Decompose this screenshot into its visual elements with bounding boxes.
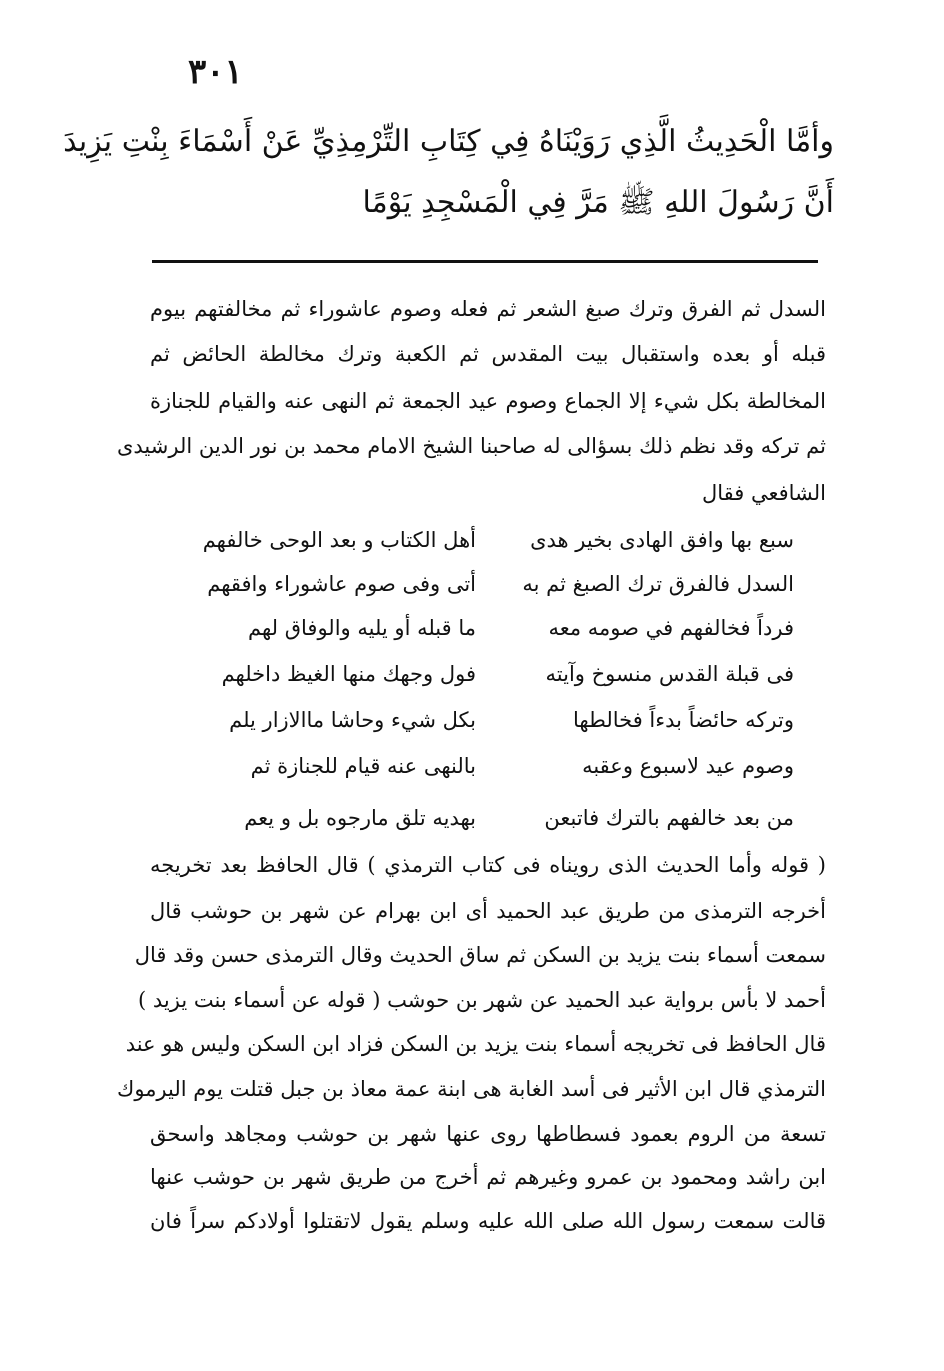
verse-first-hemistich: فى قبلة القدس منسوخ وآيته [545,662,794,686]
separator-rule [152,260,818,263]
verse-second-hemistich: فول وجهك منها الغيظ داخلهم [221,662,476,686]
page-number: ٣٠١ [188,52,243,92]
poem-verse [194,616,794,652]
commentary-line: قال الحافظ فى تخريجه أسماء بنت يزيد بن السكن فزاد ابن السكن وليس هو عند [125,1032,826,1056]
verse-second-hemistich: أهل الكتاب و بعد الوحى خالفهم [202,528,476,552]
commentary-line: تسعة من الروم بعمود فسطاطها روى عنها شهر بن حوشب ومجاهد واسحق [150,1122,826,1146]
verse-first-hemistich: سبع بها وافق الهادى بخير هدى [530,528,794,552]
poem-verse [194,754,794,790]
verse-first-hemistich: من بعد خالفهم بالترك فاتبعن [544,806,794,830]
verse-second-hemistich: أتى وفى صوم عاشوراء وافقهم [207,572,476,596]
verse-second-hemistich: بكل شيء وحاشا ماالازار يلم [229,708,476,732]
commentary-line: ( قوله وأما الحديث الذى رويناه فى كتاب الترمذي ) قال الحافظ بعد تخريجه [150,853,826,877]
commentary-line: قبله أو بعده واستقبال بيت المقدس ثم الكعبة وترك مخالطة الحائض ثم [150,342,826,366]
commentary-line: قالت سمعت رسول الله صلى الله عليه وسلم يقول لاتقتلوا أولادكم سراً فان [150,1209,826,1233]
verse-first-hemistich: السدل فالفرق ترك الصبغ ثم به [522,572,794,596]
commentary-line: أحمد لا بأس برواية عبد الحميد عن شهر بن حوشب ( قوله عن أسماء بنت يزيد ) [138,988,826,1012]
verse-second-hemistich: ما قبله أو يليه والوفاق لهم [248,616,476,640]
commentary-line: الشافعي فقال [701,481,826,505]
verse-second-hemistich: بهديه تلق مارجوه بل و يعم [244,806,476,830]
verse-first-hemistich: فرداً فخالفهم في صومه معه [548,616,794,640]
commentary-line: السدل ثم الفرق وترك صبغ الشعر ثم فعله وصوم عاشوراء ثم مخالفتهم بيوم [150,297,826,321]
commentary-line: أخرجه الترمذى من طريق عبد الحميد أى ابن بهرام عن شهر بن حوشب قال [150,899,826,923]
poem-verse [194,806,794,842]
commentary-line: الترمذي قال ابن الأثير فى أسد الغابة هى ابنة عمة معاذ بن جبل قتلت يوم اليرموك [117,1077,826,1101]
commentary-line: ثم تركه وقد نظم ذلك بسؤالى له صاحبنا الشيخ الامام محمد بن نور الدين الرشيدى [116,434,826,458]
poem-verse [194,708,794,744]
commentary-line: ابن راشد ومحمود بن عمرو وغيرهم ثم أخرج من طريق شهر بن حوشب عنها [150,1165,826,1189]
main-text-line: أَنَّ رَسُولَ اللهِ ﷺ مَرَّ فِي الْمَسْجِدِ يَوْمًا [362,185,834,220]
commentary-line: سمعت أسماء بنت يزيد بن السكن ثم ساق الحديث وقال الترمذى حسن وقد قال [134,943,826,967]
verse-first-hemistich: وتركه حائضاً بدءاً فخالطها [573,708,794,732]
commentary-line: المخالطة بكل شيء إلا الجماع وصوم عيد الجمعة ثم النهى عنه والقيام للجنازة [150,389,826,413]
poem-verse [194,662,794,698]
poem-verse [194,528,794,564]
verse-second-hemistich: بالنهى عنه قيام للجنازة ثم [250,754,476,778]
main-text-line: وأمَّا الْحَدِيثُ الَّذِي رَوَيْنَاهُ فِي كِتَابِ التِّرْمِذِيِّ عَنْ أَسْمَاءَ بِنْتِ يَزِيدَ [63,124,834,159]
poem-verse [194,572,794,608]
verse-first-hemistich: وصوم عيد لاسبوع وعقبه [582,754,794,778]
